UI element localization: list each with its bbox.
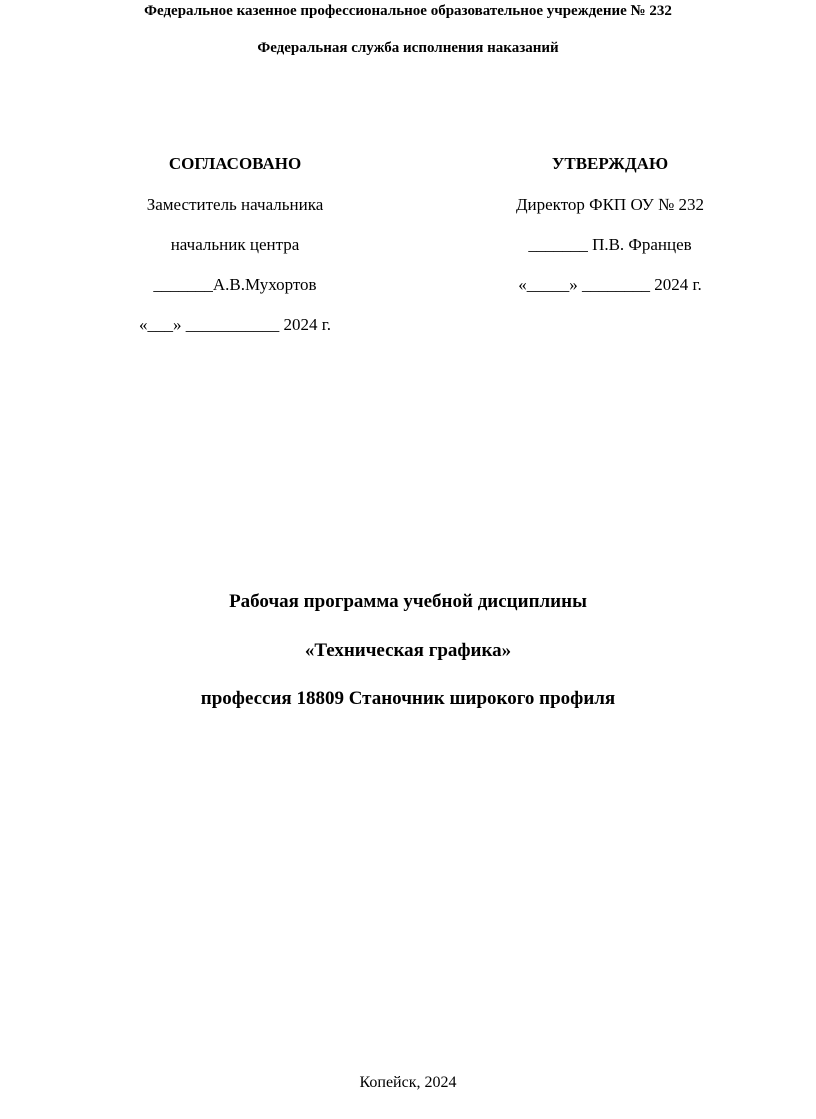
approval-left-signature: _______А.В.Мухортов bbox=[153, 275, 317, 294]
approval-right-signature: _______ П.В. Францев bbox=[528, 235, 692, 254]
document-title-line-1: Рабочая программа учебной дисциплины bbox=[229, 591, 587, 612]
service-name: Федеральная служба исполнения наказаний bbox=[257, 40, 559, 56]
document-title-line-2: «Техническая графика» bbox=[304, 640, 512, 661]
approval-left-position-2: начальник центра bbox=[170, 235, 300, 254]
approval-left-date: «___» ___________ 2024 г. bbox=[138, 315, 332, 334]
approval-left-heading: СОГЛАСОВАНО bbox=[168, 154, 302, 173]
institution-name: Федеральное казенное профессиональное образовательное учреждение № 232 bbox=[144, 3, 672, 19]
document-title-line-3: профессия 18809 Станочник широкого профиля bbox=[200, 688, 616, 709]
approval-left-position-1: Заместитель начальника bbox=[146, 195, 324, 214]
approval-right-position-1: Директор ФКП ОУ № 232 bbox=[515, 195, 705, 214]
approval-right-heading: УТВЕРЖДАЮ bbox=[551, 154, 669, 173]
approval-right-date: «_____» ________ 2024 г. bbox=[518, 275, 702, 294]
footer-place-year: Копейск, 2024 bbox=[359, 1074, 457, 1091]
